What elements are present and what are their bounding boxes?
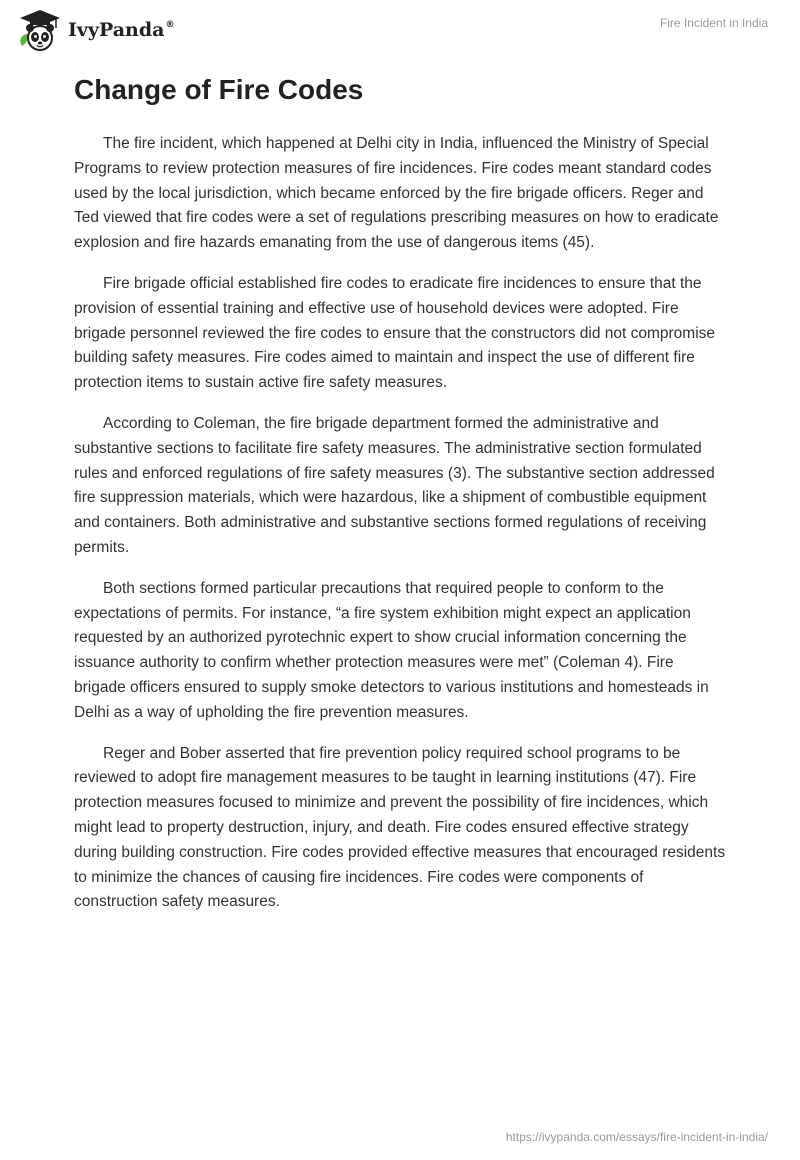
paragraph-3: According to Coleman, the fire brigade department formed the administrative and substantive sections to facilitate fire safety measures. The administrative section formulated rules and enforced regulations of fire safety measures (3). The substantive section addressed fire suppression materials, which were hazardous, like a shipment of combustible equipment and containers. Both administrative and substantive sections formed regulations of receiving permits. bbox=[74, 414, 715, 556]
section-heading: Change of Fire Codes bbox=[74, 74, 364, 105]
paragraph-1: The fire incident, which happened at Delhi city in India, influenced the Ministry of Special Programs to review protection measures of fire incidences. Fire codes meant standard codes used by the local jurisdiction, which became enforced by the fire brigade officers. Reger and Ted viewed that fire codes were a set of regulations prescribing measures on how to eradicate explosion and fire hazards emanating from the use of dangerous items (45). bbox=[74, 135, 719, 252]
registered-mark: ® bbox=[165, 20, 175, 30]
paragraph-5: Reger and Bober asserted that fire prevention policy required school programs to be reviewed to adopt fire management measures to be taught in learning institutions (47). Fire protection measures focused to minimize and prevent the possibility of fire incidences, which might lead to property destruction, injury, and death. Fire codes ensured effective strategy during building construction. Fire codes provided effective measures that encouraged residents to minimize the chances of causing fire incidences. Fire codes were components of construction safety measures. bbox=[74, 744, 726, 911]
panda-graduate-icon bbox=[16, 6, 64, 54]
paragraph-2: Fire brigade official established fire codes to eradicate fire incidences to ensure that the provision of essential training and effective use of household devices were adopted. Fire brigade personnel reviewed the fire codes to ensure that the constructors did not compromise building safety measures. Fire codes aimed to maintain and inspect the use of different fire protection items to sustain active fire safety measures. bbox=[74, 274, 716, 392]
article-body bbox=[74, 70, 726, 931]
paragraph-4: Both sections formed particular precautions that required people to conform to the expectations of permits. For instance, “a fire system exhibition might expect an application requested by an authorized pyrotechnic expert to show crucial information concerning the issuance authority to confirm whether protection measures were met” (Coleman 4). Fire brigade officers ensured to supply smoke detectors to various institutions and homesteads in Delhi as a way of upholding the fire prevention measures. bbox=[74, 579, 709, 721]
ivypanda-logo[interactable] bbox=[16, 6, 174, 54]
document-title: Fire Incident in India bbox=[659, 16, 768, 30]
page-header bbox=[0, 0, 800, 60]
source-url-link[interactable]: https://ivypanda.com/essays/fire-incident-in-india/ bbox=[505, 1130, 768, 1144]
logo-wordmark: IvyPanda® bbox=[68, 19, 175, 41]
